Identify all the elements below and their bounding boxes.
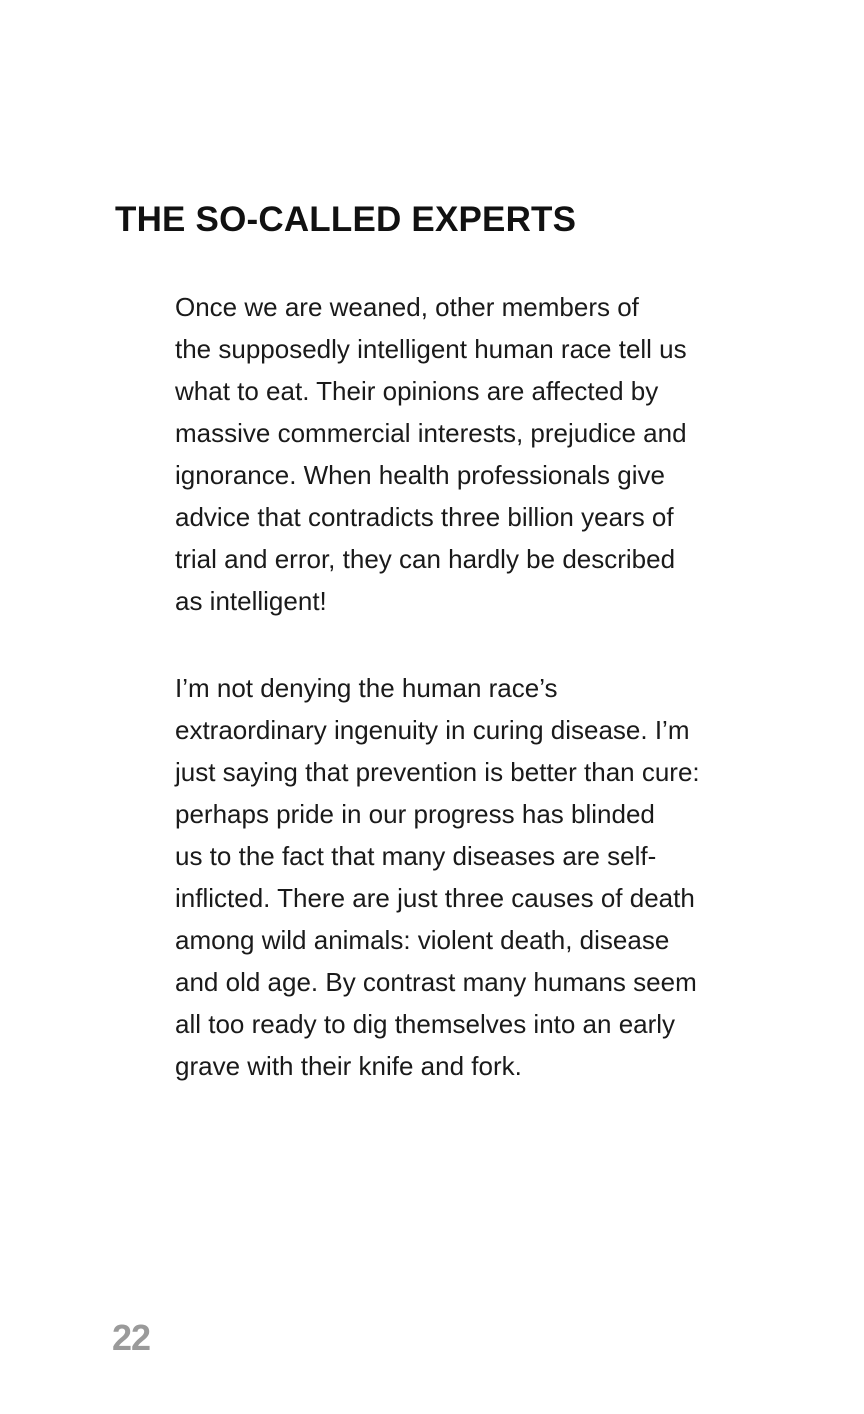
- paragraph-line: just saying that prevention is better than cure:: [175, 757, 700, 787]
- paragraph-line: the supposedly intelligent human race tell us: [175, 334, 687, 364]
- paragraph-line: grave with their knife and fork.: [175, 1051, 522, 1081]
- paragraph-line: all too ready to dig themselves into an early: [175, 1009, 676, 1039]
- paragraph-line: among wild animals: violent death, disease: [175, 925, 670, 955]
- paragraph-line: as intelligent!: [175, 586, 327, 616]
- paragraph-1: [175, 286, 755, 622]
- paragraph-line: trial and error, they can hardly be described: [175, 544, 676, 574]
- paragraph-line: extraordinary ingenuity in curing disease. I’m: [175, 715, 690, 745]
- paragraph-line: inflicted. There are just three causes of death: [175, 883, 695, 913]
- paragraph-line: advice that contradicts three billion years of: [175, 502, 674, 532]
- paragraph-line: what to eat. Their opinions are affected by: [175, 376, 659, 406]
- paragraph-line: perhaps pride in our progress has blinded: [175, 799, 655, 829]
- paragraph-line: and old age. By contrast many humans seem: [175, 967, 697, 997]
- page-number: 22: [112, 1317, 151, 1358]
- paragraph-line: Once we are weaned, other members of: [175, 292, 639, 322]
- paragraph-line: us to the fact that many diseases are self-: [175, 841, 657, 871]
- paragraph-2: [175, 667, 755, 1087]
- paragraph-line: I’m not denying the human race’s: [175, 673, 558, 703]
- paragraph-line: ignorance. When health professionals give: [175, 460, 665, 490]
- paragraph-line: massive commercial interests, prejudice and: [175, 418, 687, 448]
- section-heading: THE SO-CALLED EXPERTS: [115, 200, 577, 239]
